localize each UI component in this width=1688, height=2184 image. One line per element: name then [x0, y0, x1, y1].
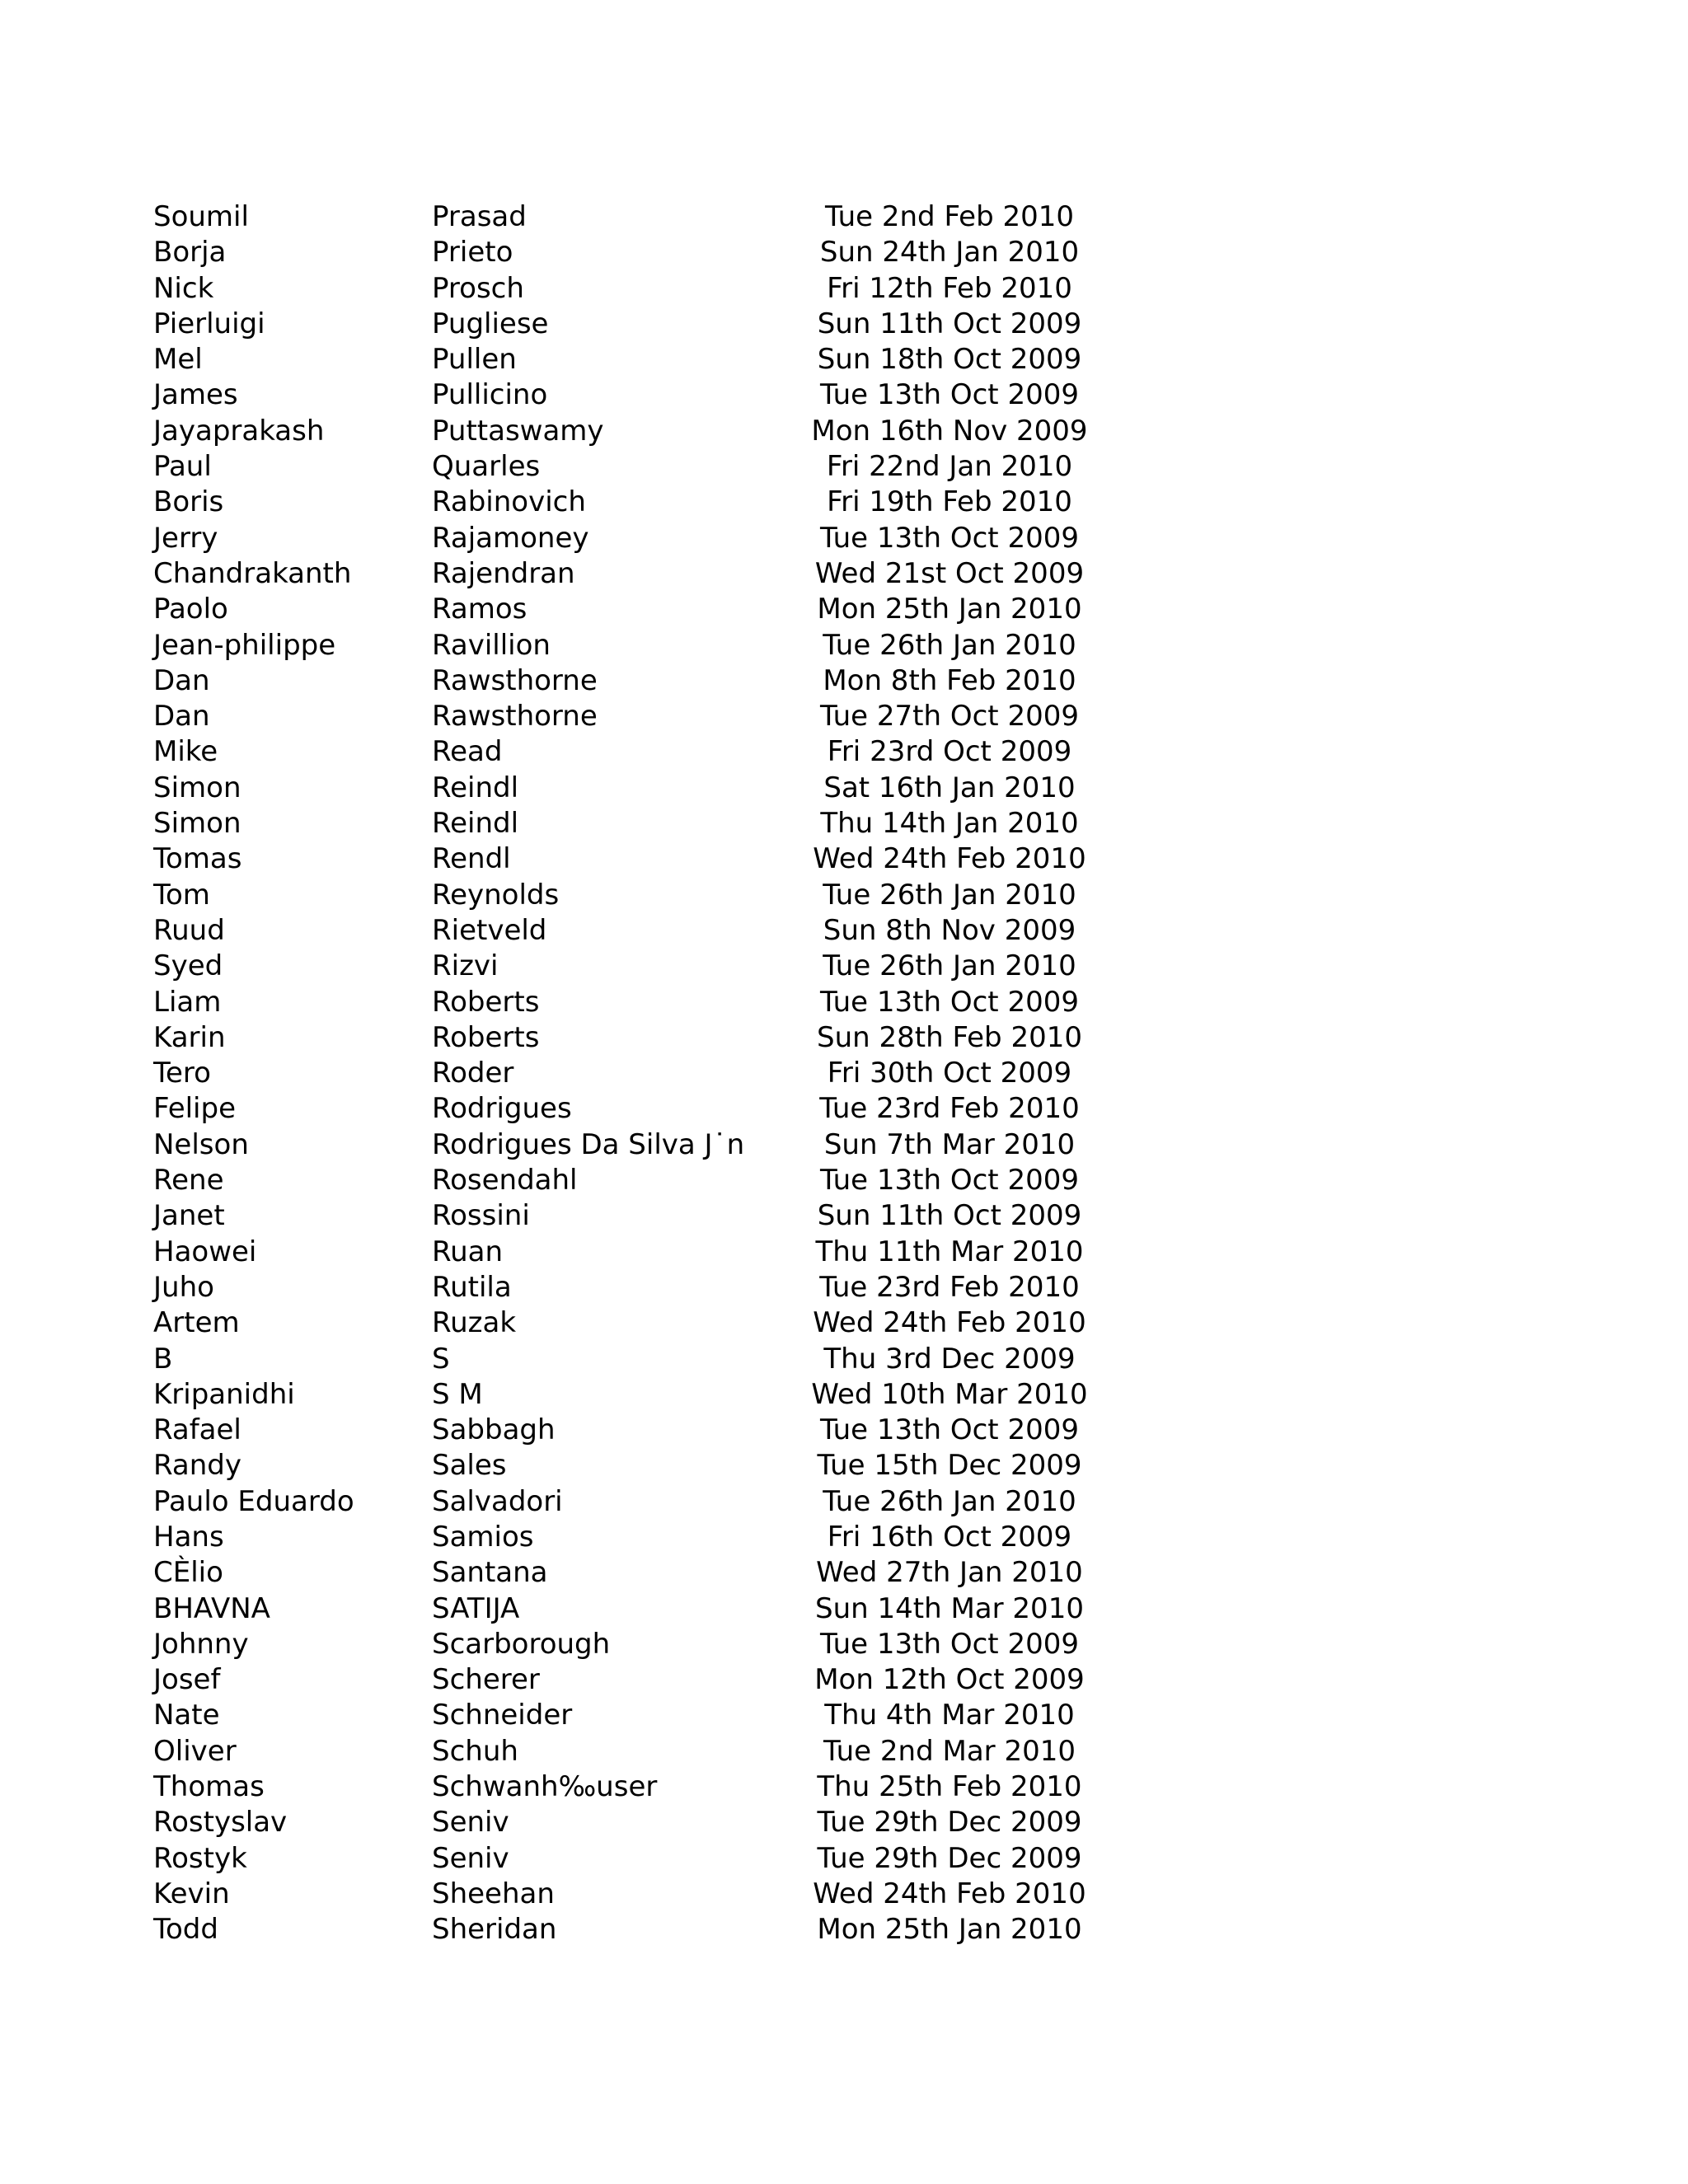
last-name: Rizvi [432, 949, 499, 983]
list-row [153, 663, 1109, 699]
first-name: Nate [153, 1699, 220, 1732]
first-name: Johnny [153, 1627, 249, 1661]
list-row [153, 628, 1109, 663]
list-row [153, 1805, 1109, 1840]
date: Tue 27th Oct 2009 [820, 700, 1079, 733]
first-name: Rafael [153, 1413, 241, 1447]
list-row [153, 985, 1109, 1020]
first-name: Jerry [153, 521, 218, 555]
first-name: Liam [153, 985, 222, 1019]
date: Sun 28th Feb 2010 [817, 1020, 1082, 1054]
date: Tue 13th Oct 2009 [820, 985, 1079, 1019]
list-row [153, 771, 1109, 806]
date: Tue 13th Oct 2009 [820, 1413, 1079, 1447]
last-name: Sales [432, 1449, 507, 1483]
first-name: B [153, 1342, 173, 1376]
first-name: Randy [153, 1449, 241, 1483]
date: Thu 25th Feb 2010 [817, 1770, 1082, 1804]
first-name: Josef [153, 1663, 221, 1697]
date: Sun 8th Nov 2009 [823, 913, 1076, 947]
last-name: Santana [432, 1556, 548, 1590]
last-name: Scarborough [432, 1627, 611, 1661]
first-name: Paulo Eduardo [153, 1484, 354, 1518]
list-row [153, 1555, 1109, 1591]
last-name: S M [432, 1377, 483, 1411]
first-name: Rostyk [153, 1841, 247, 1875]
last-name: Ravillion [432, 628, 551, 662]
list-row [153, 1270, 1109, 1305]
date: Sun 18th Oct 2009 [817, 343, 1082, 377]
date: Mon 25th Jan 2010 [817, 1913, 1082, 1947]
list-row [153, 342, 1109, 377]
first-name: Jayaprakash [153, 414, 325, 448]
date: Sun 11th Oct 2009 [817, 307, 1082, 340]
first-name: Mike [153, 735, 218, 769]
first-name: James [153, 378, 238, 412]
date: Fri 23rd Oct 2009 [827, 735, 1072, 769]
first-name: Hans [153, 1520, 224, 1554]
first-name: Tero [153, 1057, 211, 1090]
list-row [153, 1413, 1109, 1448]
list-row [153, 1342, 1109, 1377]
first-name: Mel [153, 343, 203, 377]
list-row [153, 199, 1109, 235]
date: Tue 13th Oct 2009 [820, 378, 1079, 412]
last-name: Ruzak [432, 1306, 517, 1340]
date: Sat 16th Jan 2010 [823, 771, 1076, 804]
first-name: Felipe [153, 1092, 237, 1126]
first-name: Rostyslav [153, 1806, 288, 1840]
last-name: Roder [432, 1057, 514, 1090]
last-name: Rietveld [432, 913, 547, 947]
list-row [153, 734, 1109, 770]
first-name: Thomas [153, 1770, 265, 1804]
first-name: Chandrakanth [153, 556, 352, 590]
last-name: Read [432, 735, 503, 769]
last-name: Ramos [432, 593, 528, 626]
last-name: Quarles [432, 450, 541, 484]
name-date-list [153, 199, 1109, 1948]
list-row [153, 556, 1109, 592]
last-name: Rajamoney [432, 521, 589, 555]
date: Fri 16th Oct 2009 [827, 1520, 1072, 1554]
list-row [153, 235, 1109, 270]
first-name: Simon [153, 771, 241, 804]
last-name: Seniv [432, 1841, 509, 1875]
last-name: Pugliese [432, 307, 549, 340]
first-name: Boris [153, 485, 224, 519]
first-name: Pierluigi [153, 307, 265, 340]
list-row [153, 1520, 1109, 1555]
last-name: Samios [432, 1520, 534, 1554]
last-name: Sabbagh [432, 1413, 556, 1447]
date: Fri 30th Oct 2009 [827, 1057, 1072, 1090]
first-name: CÈlio [153, 1556, 223, 1590]
first-name: Jean-philippe [153, 628, 336, 662]
date: Wed 24th Feb 2010 [813, 1306, 1086, 1340]
last-name: Rabinovich [432, 485, 586, 519]
date: Sun 11th Oct 2009 [817, 1199, 1082, 1233]
first-name: Haowei [153, 1235, 257, 1268]
list-row [153, 1163, 1109, 1198]
date: Wed 24th Feb 2010 [813, 842, 1086, 876]
list-row [153, 1698, 1109, 1733]
date: Tue 2nd Feb 2010 [825, 200, 1074, 233]
last-name: Reynolds [432, 878, 560, 912]
last-name: Rutila [432, 1270, 512, 1304]
last-name: Sheridan [432, 1913, 557, 1947]
last-name: Salvadori [432, 1484, 563, 1518]
date: Mon 8th Feb 2010 [823, 663, 1076, 697]
first-name: Tom [153, 878, 210, 912]
list-row [153, 377, 1109, 413]
last-name: Pullicino [432, 378, 548, 412]
last-name: Roberts [432, 985, 540, 1019]
last-name: Scherer [432, 1663, 540, 1697]
first-name: Paul [153, 450, 212, 484]
list-row [153, 592, 1109, 627]
date: Sun 24th Jan 2010 [819, 236, 1080, 269]
last-name: Prosch [432, 271, 524, 305]
last-name: Ruan [432, 1235, 504, 1268]
list-row [153, 913, 1109, 949]
list-row [153, 1127, 1109, 1163]
last-name: Prieto [432, 236, 513, 269]
list-row [153, 1591, 1109, 1627]
last-name: Prasad [432, 200, 527, 233]
list-row [153, 699, 1109, 734]
first-name: Paolo [153, 593, 228, 626]
list-row [153, 1769, 1109, 1805]
last-name: Schneider [432, 1699, 573, 1732]
date: Tue 13th Oct 2009 [820, 521, 1079, 555]
list-row [153, 1448, 1109, 1483]
list-row [153, 449, 1109, 485]
last-name: Rendl [432, 842, 511, 876]
first-name: Dan [153, 663, 210, 697]
last-name: Schwanh‰user [432, 1770, 658, 1804]
list-row [153, 485, 1109, 520]
date: Tue 13th Oct 2009 [820, 1164, 1079, 1197]
list-row [153, 1912, 1109, 1947]
date: Wed 27th Jan 2010 [816, 1556, 1083, 1590]
date: Mon 16th Nov 2009 [811, 414, 1088, 448]
first-name: Nelson [153, 1127, 249, 1161]
date: Fri 19th Feb 2010 [827, 485, 1072, 519]
first-name: Syed [153, 949, 223, 983]
list-row [153, 1091, 1109, 1127]
first-name: Kripanidhi [153, 1377, 295, 1411]
list-row [153, 307, 1109, 342]
first-name: Simon [153, 807, 241, 841]
date: Tue 26th Jan 2010 [823, 1484, 1076, 1518]
first-name: Oliver [153, 1734, 237, 1768]
first-name: Rene [153, 1164, 224, 1197]
date: Thu 14th Jan 2010 [820, 807, 1079, 841]
date: Tue 29th Dec 2009 [817, 1841, 1082, 1875]
date: Tue 2nd Mar 2010 [823, 1734, 1076, 1768]
first-name: Artem [153, 1306, 240, 1340]
date: Sun 7th Mar 2010 [823, 1127, 1076, 1161]
list-row [153, 1734, 1109, 1769]
date: Mon 25th Jan 2010 [817, 593, 1082, 626]
date: Wed 21st Oct 2009 [814, 556, 1085, 590]
last-name: Seniv [432, 1806, 509, 1840]
last-name: Rossini [432, 1199, 530, 1233]
date: Mon 12th Oct 2009 [814, 1663, 1085, 1697]
list-row [153, 1484, 1109, 1520]
first-name: Nick [153, 271, 214, 305]
last-name: SATIJA [432, 1591, 520, 1625]
first-name: Juho [153, 1270, 214, 1304]
last-name: Schuh [432, 1734, 518, 1768]
date: Tue 26th Jan 2010 [823, 949, 1076, 983]
first-name: Borja [153, 236, 227, 269]
last-name: Roberts [432, 1020, 540, 1054]
first-name: BHAVNA [153, 1591, 270, 1625]
date: Tue 26th Jan 2010 [823, 628, 1076, 662]
date: Fri 22nd Jan 2010 [826, 450, 1073, 484]
last-name: Rajendran [432, 556, 575, 590]
list-row [153, 1841, 1109, 1877]
first-name: Tomas [153, 842, 242, 876]
last-name: Pullen [432, 343, 517, 377]
list-row [153, 1377, 1109, 1413]
first-name: Karin [153, 1020, 226, 1054]
last-name: Sheehan [432, 1877, 555, 1910]
date: Thu 3rd Dec 2009 [823, 1342, 1076, 1376]
date: Wed 10th Mar 2010 [811, 1377, 1088, 1411]
date: Wed 24th Feb 2010 [813, 1877, 1086, 1910]
list-row [153, 806, 1109, 841]
list-row [153, 1662, 1109, 1698]
last-name: Rodrigues Da Silva J˙n [432, 1127, 745, 1161]
first-name: Soumil [153, 200, 249, 233]
date: Fri 12th Feb 2010 [827, 271, 1072, 305]
list-row [153, 1627, 1109, 1662]
first-name: Kevin [153, 1877, 230, 1910]
last-name: Reindl [432, 771, 519, 804]
first-name: Dan [153, 700, 210, 733]
list-row [153, 1877, 1109, 1912]
date: Tue 15th Dec 2009 [817, 1449, 1082, 1483]
date: Tue 13th Oct 2009 [820, 1627, 1079, 1661]
list-row [153, 841, 1109, 877]
last-name: Puttaswamy [432, 414, 604, 448]
list-row [153, 1020, 1109, 1056]
date: Thu 11th Mar 2010 [815, 1235, 1084, 1268]
date: Tue 29th Dec 2009 [817, 1806, 1082, 1840]
last-name: Rodrigues [432, 1092, 572, 1126]
list-row [153, 878, 1109, 913]
last-name: Rawsthorne [432, 663, 598, 697]
date: Thu 4th Mar 2010 [824, 1699, 1075, 1732]
last-name: Rosendahl [432, 1164, 578, 1197]
list-row [153, 521, 1109, 556]
list-row [153, 1305, 1109, 1341]
last-name: Reindl [432, 807, 519, 841]
last-name: S [432, 1342, 450, 1376]
date: Tue 23rd Feb 2010 [819, 1270, 1080, 1304]
list-row [153, 1235, 1109, 1270]
list-row [153, 1056, 1109, 1091]
date: Tue 23rd Feb 2010 [819, 1092, 1080, 1126]
date: Tue 26th Jan 2010 [823, 878, 1076, 912]
list-row [153, 414, 1109, 449]
first-name: Todd [153, 1913, 218, 1947]
first-name: Janet [153, 1199, 225, 1233]
list-row [153, 271, 1109, 307]
list-row [153, 1198, 1109, 1234]
last-name: Rawsthorne [432, 700, 598, 733]
first-name: Ruud [153, 913, 225, 947]
list-row [153, 949, 1109, 984]
date: Sun 14th Mar 2010 [815, 1591, 1084, 1625]
